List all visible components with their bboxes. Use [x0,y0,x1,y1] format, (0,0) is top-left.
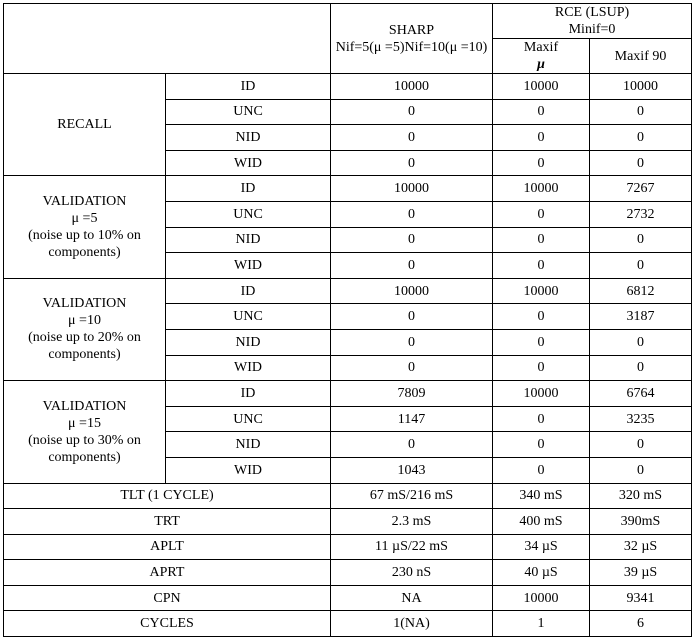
rce-maxif-90-cell: 0 [590,432,692,458]
maxif-90-header: Maxif 90 [590,39,692,74]
rce-maxif-90-cell: 2732 [590,201,692,227]
sharp-value-cell: 0 [331,304,493,330]
metric-cell: ID [166,74,331,100]
rce-maxif-mu-cell: 10000 [493,585,590,611]
rce-maxif-mu-cell: 0 [493,227,590,253]
rce-maxif-90-cell: 39 µS [590,560,692,586]
group-row [4,278,692,304]
maxif-label: Maxif [523,40,559,55]
sharp-value-cell: 10000 [331,74,493,100]
metric-cell: NID [166,329,331,355]
rce-maxif-mu-cell: 0 [493,99,590,125]
metric-cell: NID [166,432,331,458]
metric-cell: WID [166,355,331,381]
group-label-cell [4,278,166,380]
sharp-value-cell: 10000 [331,278,493,304]
group-mu-value: μ =15 [68,415,101,431]
rce-maxif-90-cell: 390mS [590,509,692,535]
maxif-mu-header [493,39,590,74]
sharp-value-cell: 10000 [331,176,493,202]
rce-maxif-90-cell: 32 µS [590,534,692,560]
rce-maxif-mu-cell: 0 [493,355,590,381]
rce-maxif-90-cell: 6812 [590,278,692,304]
rce-maxif-mu-cell: 0 [493,432,590,458]
group-row [4,74,692,100]
sharp-value-cell: NA [331,585,493,611]
metric-cell: ID [166,176,331,202]
rce-maxif-90-cell: 6764 [590,381,692,407]
group-mu-value: μ =5 [71,211,98,227]
rce-maxif-90-cell: 320 mS [590,483,692,509]
sharp-value-cell: 1043 [331,457,493,483]
group-label: RECALL [57,117,112,133]
rce-maxif-90-cell: 0 [590,227,692,253]
rce-maxif-mu-cell: 40 µS [493,560,590,586]
rce-maxif-mu-cell: 0 [493,406,590,432]
metric-cell: ID [166,381,331,407]
sharp-value-cell: 230 nS [331,560,493,586]
rce-maxif-90-cell: 0 [590,125,692,151]
rce-maxif-90-cell: 7267 [590,176,692,202]
rce-maxif-90-cell: 3187 [590,304,692,330]
rce-header-cell [493,4,692,39]
rce-maxif-90-cell: 10000 [590,74,692,100]
rce-maxif-90-cell: 0 [590,99,692,125]
summary-label-cell: CPN [4,585,331,611]
metric-cell: NID [166,227,331,253]
group-row [4,381,692,407]
rce-maxif-mu-cell: 10000 [493,74,590,100]
summary-label-cell: CYCLES [4,611,331,637]
sharp-value-cell: 0 [331,99,493,125]
sharp-value-cell: 0 [331,227,493,253]
rce-maxif-mu-cell: 400 mS [493,509,590,535]
summary-label-cell: APRT [4,560,331,586]
sharp-header-cell [331,4,493,74]
metric-cell: UNC [166,304,331,330]
sharp-value-cell: 0 [331,432,493,458]
rce-maxif-mu-cell: 1 [493,611,590,637]
rce-maxif-90-cell: 0 [590,150,692,176]
metric-cell: WID [166,457,331,483]
group-label-cell [4,74,166,176]
summary-row [4,611,692,637]
rce-maxif-mu-cell: 0 [493,329,590,355]
summary-label-cell: TRT [4,509,331,535]
summary-row [4,483,692,509]
group-mu-value: μ =10 [68,313,101,329]
rce-title: RCE (LSUP) [554,5,630,20]
sharp-value-cell: 2.3 mS [331,509,493,535]
rce-maxif-mu-cell: 0 [493,457,590,483]
group-row [4,176,692,202]
sharp-params: Nif=5(μ =5)Nif=10(μ =10) [335,39,488,55]
metric-cell: NID [166,125,331,151]
sharp-value-cell: 11 µS/22 mS [331,534,493,560]
metric-cell: ID [166,278,331,304]
rce-maxif-90-cell: 0 [590,355,692,381]
results-table [3,3,692,637]
sharp-title: SHARP [388,22,435,38]
group-label: VALIDATION [42,194,127,210]
sharp-value-cell: 0 [331,329,493,355]
sharp-value-cell: 67 mS/216 mS [331,483,493,509]
rce-maxif-90-cell: 6 [590,611,692,637]
metric-cell: WID [166,150,331,176]
rce-maxif-90-cell: 9341 [590,585,692,611]
summary-row [4,585,692,611]
summary-label-cell: APLT [4,534,331,560]
rce-maxif-mu-cell: 0 [493,150,590,176]
rce-maxif-mu-cell: 10000 [493,176,590,202]
rce-maxif-mu-cell: 10000 [493,278,590,304]
group-label-cell [4,176,166,278]
rce-maxif-90-cell: 0 [590,329,692,355]
sharp-value-cell: 0 [331,125,493,151]
rce-maxif-mu-cell: 0 [493,125,590,151]
metric-cell: UNC [166,201,331,227]
header-row-1 [4,4,692,39]
summary-row [4,509,692,535]
rce-maxif-mu-cell: 0 [493,201,590,227]
sharp-value-cell: 7809 [331,381,493,407]
rce-maxif-90-cell: 0 [590,253,692,279]
sharp-value-cell: 0 [331,355,493,381]
header-blank-cell [4,4,331,74]
sharp-value-cell: 0 [331,150,493,176]
rce-maxif-90-cell: 0 [590,457,692,483]
rce-maxif-90-cell: 3235 [590,406,692,432]
rce-maxif-mu-cell: 10000 [493,381,590,407]
summary-label-cell: TLT (1 CYCLE) [4,483,331,509]
sharp-value-cell: 0 [331,201,493,227]
group-noise: (noise up to 20% on components) [28,330,141,363]
metric-cell: UNC [166,406,331,432]
group-label: VALIDATION [42,296,127,312]
metric-cell: WID [166,253,331,279]
group-label-cell [4,381,166,483]
sharp-value-cell: 0 [331,253,493,279]
summary-row [4,560,692,586]
maxif-mu-symbol: μ [537,57,545,72]
rce-minif: Minif=0 [568,22,616,37]
rce-maxif-mu-cell: 0 [493,304,590,330]
rce-maxif-mu-cell: 34 µS [493,534,590,560]
group-noise: (noise up to 10% on components) [28,228,141,261]
metric-cell: UNC [166,99,331,125]
rce-maxif-mu-cell: 340 mS [493,483,590,509]
group-label: VALIDATION [42,398,127,414]
rce-maxif-mu-cell: 0 [493,253,590,279]
summary-row [4,534,692,560]
group-noise: (noise up to 30% on components) [28,432,141,465]
sharp-value-cell: 1(NA) [331,611,493,637]
sharp-value-cell: 1147 [331,406,493,432]
